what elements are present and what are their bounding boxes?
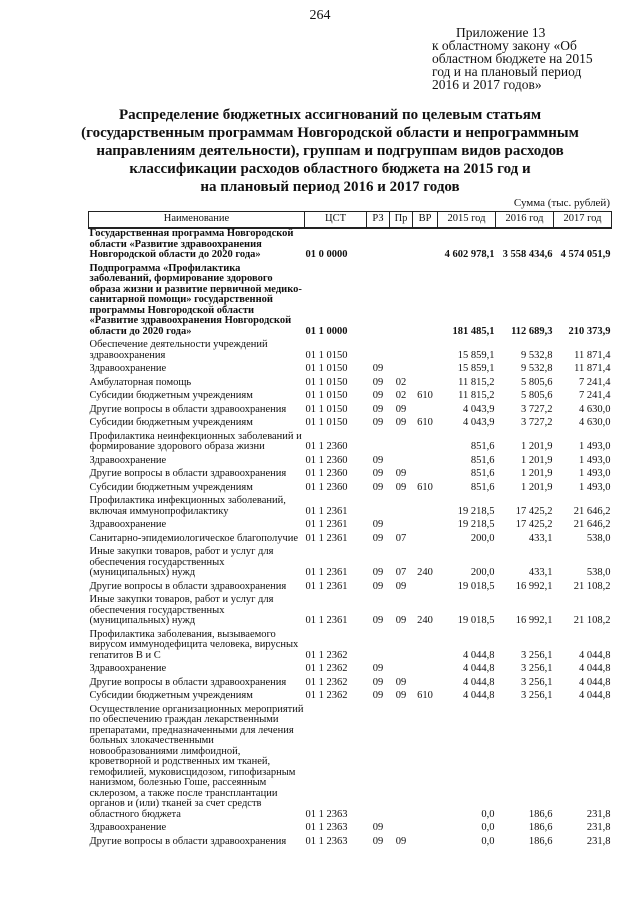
cell-pr [390,264,413,341]
cell-cst: 01 1 2360 [305,468,348,479]
cell-2015: 200,0 [470,567,495,578]
header-2016: 2016 год [496,212,554,229]
table-row [89,630,612,665]
cell-2016: 3 727,2 [521,403,553,415]
cell-rz [367,432,390,456]
cell-2017: 21 108,2 [573,580,611,592]
cell-pr: 09 [395,481,407,493]
cell-2015: 4 044,8 [463,649,495,661]
cell-2015: 11 815,2 [458,390,495,401]
cell-cst: 01 1 0150 [305,363,348,374]
cell-pr: 09 [395,417,407,428]
cell-2017: 231,8 [586,822,611,833]
cell-vr [413,432,438,456]
table-row [89,595,612,630]
cell-vr [413,837,438,851]
table-body [89,228,612,850]
cell-rz: 09 [372,580,384,592]
cell-name: Другие вопросы в области здравоохранения [89,468,287,479]
cell-rz: 09 [372,390,384,401]
cell-vr [413,630,438,665]
cell-name: Субсидии бюджетным учреждениям [89,690,253,701]
cell-2017: 7 241,4 [579,376,611,388]
cell-name: Здравоохранение [89,519,167,530]
header-vr: ВР [413,212,438,229]
table-row [89,483,612,497]
cell-2017: 231,8 [586,835,611,847]
cell-2016: 17 425,2 [515,519,553,530]
cell-rz: 09 [372,403,384,415]
cell-cst: 01 1 0150 [305,417,348,428]
table-row [89,364,612,378]
cell-name: Другие вопросы в области здравоохранения [89,403,287,415]
cell-2017: 21 646,2 [573,505,611,517]
title-line-2: (государственным программам Новгородской области и непрограммным [81,125,579,141]
cell-cst: 01 1 2362 [305,676,348,688]
cell-vr [413,823,438,837]
cell-vr [413,340,438,364]
table-row [89,678,612,692]
cell-2016: 186,6 [528,808,553,820]
cell-pr [390,432,413,456]
cell-2015: 0,0 [481,822,495,833]
appendix-header [432,26,610,91]
cell-2015: 851,6 [470,481,495,493]
cell-2015: 4 043,9 [463,417,495,428]
cell-rz: 09 [372,676,384,688]
cell-2016: 1 201,9 [521,468,553,479]
cell-pr: 09 [395,580,407,592]
cell-cst: 01 1 2360 [305,481,348,493]
table-row [89,418,612,432]
table-row [89,705,612,824]
header-pr: Пр [390,212,413,229]
cell-2017: 1 493,0 [579,454,611,466]
title-line-1: Распределение бюджетных ассигнований по целевым статьям [118,107,542,123]
cell-cst: 01 1 2361 [305,580,348,592]
cell-2016: 186,6 [528,822,553,833]
table-row [89,264,612,341]
cell-2017: 4 044,8 [579,649,611,661]
cell-2016: 1 201,9 [521,441,553,452]
document-title [70,106,590,196]
cell-cst: 01 1 2362 [305,690,348,701]
cell-pr: 09 [395,403,407,415]
cell-2016: 3 256,1 [521,690,553,701]
appendix-line-1: Приложение 13 [456,25,546,40]
cell-vr: 240 [417,615,433,626]
table-row [89,228,612,264]
cell-2015: 181 485,1 [452,325,495,337]
title-line-3: направлениям деятельности), группам и подгруппам видов расходов [96,143,564,159]
cell-rz [367,496,390,520]
cell-2017: 1 493,0 [579,441,611,452]
cell-2016: 16 992,1 [515,615,553,626]
cell-2017: 4 044,8 [579,690,611,701]
cell-cst: 01 1 2363 [305,808,348,820]
cell-name: Обеспечение деятельности учреждений здравоохранения [89,339,268,361]
cell-2016: 1 201,9 [521,481,553,493]
cell-pr [390,520,413,534]
cell-2016: 186,6 [528,835,553,847]
cell-pr [390,823,413,837]
table-row [89,823,612,837]
cell-2016: 17 425,2 [515,505,553,517]
cell-cst: 01 1 0150 [305,376,348,388]
cell-name: Здравоохранение [89,363,167,374]
cell-rz [367,705,390,824]
cell-cst: 01 1 2360 [305,454,348,466]
cell-2015: 0,0 [481,808,495,820]
cell-rz: 09 [372,532,384,544]
cell-rz [367,340,390,364]
cell-2017: 11 871,4 [574,363,611,374]
cell-vr [413,678,438,692]
header-2017: 2017 год [554,212,612,229]
cell-vr [413,405,438,419]
cell-2015: 4 602 978,1 [444,249,495,260]
cell-rz: 09 [372,363,384,374]
header-2015: 2015 год [438,212,496,229]
table-header-row [89,212,612,229]
cell-cst: 01 1 2360 [305,441,348,452]
cell-cst: 01 1 2361 [305,519,348,530]
cell-rz: 09 [372,417,384,428]
cell-name: Здравоохранение [89,822,167,833]
cell-vr: 240 [417,567,433,578]
cell-pr: 07 [395,567,407,578]
header-cst: ЦСТ [305,212,367,229]
header-name: Наименование [89,212,305,229]
cell-vr [413,456,438,470]
cell-cst: 01 1 2362 [305,649,348,661]
table-row [89,547,612,582]
cell-rz [367,630,390,665]
cell-2016: 5 805,6 [521,390,553,401]
cell-rz: 09 [372,481,384,493]
cell-rz: 09 [372,468,384,479]
cell-2017: 231,8 [586,808,611,820]
appendix-line-4: год и на плановый период [432,64,582,79]
cell-vr [413,228,438,264]
cell-name: Государственная программа Новгородской области «Развитие здравоохранения Новгородской области до 2020 года» [89,228,294,260]
table-row [89,340,612,364]
cell-vr: 610 [417,690,433,701]
cell-2017: 11 871,4 [574,349,611,361]
cell-pr: 02 [395,390,407,401]
cell-2016: 5 805,6 [521,376,553,388]
cell-vr [413,264,438,341]
cell-cst: 01 1 2363 [305,835,348,847]
table-row [89,496,612,520]
cell-2017: 21 646,2 [573,519,611,530]
cell-pr [390,630,413,665]
table-row [89,405,612,419]
cell-2017: 7 241,4 [579,390,611,401]
cell-2017: 4 630,0 [579,417,611,428]
cell-2015: 851,6 [470,454,495,466]
table-row [89,837,612,851]
cell-cst: 01 1 2361 [305,532,348,544]
title-line-5: на плановый период 2016 и 2017 годов [200,179,460,195]
cell-pr: 09 [395,835,407,847]
cell-name: Здравоохранение [89,663,167,674]
table-row [89,691,612,705]
cell-2016: 3 727,2 [521,417,553,428]
cell-2016: 16 992,1 [515,580,553,592]
cell-2016: 433,1 [528,532,553,544]
page-number: 264 [309,8,331,23]
cell-2015: 4 044,8 [463,676,495,688]
cell-name: Санитарно-эпидемиологическое благополучие [89,532,299,544]
cell-2017: 4 044,8 [579,676,611,688]
cell-pr [390,364,413,378]
cell-pr: 09 [395,615,407,626]
cell-rz [367,264,390,341]
units-label: Сумма (тыс. рублей) [513,197,610,209]
cell-name: Профилактика заболевания, вызываемого вирусом иммунодефицита человека, вирусных гепатитов В и С [89,628,299,661]
cell-2017: 21 108,2 [573,615,611,626]
cell-pr: 09 [395,690,407,701]
cell-2015: 0,0 [481,835,495,847]
cell-2017: 538,0 [586,532,611,544]
cell-rz: 09 [372,454,384,466]
cell-2015: 851,6 [470,441,495,452]
cell-2017: 1 493,0 [579,468,611,479]
cell-pr [390,664,413,678]
cell-2015: 851,6 [470,468,495,479]
cell-vr [413,520,438,534]
cell-cst: 01 1 0150 [305,403,348,415]
cell-cst: 01 1 2363 [305,822,348,833]
cell-2016: 3 558 434,6 [502,249,553,260]
cell-2015: 15 859,1 [457,349,495,361]
cell-rz: 09 [372,822,384,833]
cell-2017: 4 574 051,9 [560,249,611,260]
cell-pr: 07 [395,532,407,544]
header-rz: РЗ [367,212,390,229]
cell-vr [413,364,438,378]
appendix-line-5: 2016 и 2017 годов» [432,77,542,92]
cell-2017: 538,0 [586,567,611,578]
cell-2015: 4 044,8 [463,690,495,701]
cell-2015: 19 218,5 [457,519,495,530]
cell-2016: 1 201,9 [521,454,553,466]
table-row [89,378,612,392]
cell-2016: 433,1 [528,567,553,578]
cell-cst: 01 1 0150 [305,349,348,361]
cell-name: Иные закупки товаров, работ и услуг для обеспечения государственных (муниципальных) нужд [89,546,274,578]
cell-name: Осуществление организационных мероприятий по обеспечению граждан лекарственными препаратами, предназначенными для лечения больных злокачественными новообразованиями лимфоидной, кроветворной и родственных им тканей, гемофилией, муковисцидозом, гипофизарным нанизмом, болезнью Гоше, рассеянным склерозом, а также после трансплантации органов и (или) тканей за счет средств областного бюджета [89,703,304,820]
cell-name: Амбулаторная помощь [89,376,192,388]
cell-rz: 09 [372,376,384,388]
cell-2016: 3 256,1 [521,649,553,661]
table-row [89,520,612,534]
cell-2016: 3 256,1 [521,663,553,674]
appendix-body [432,39,610,91]
cell-pr: 09 [395,676,407,688]
cell-name: Профилактика инфекционных заболеваний, включая иммунопрофилактику [89,495,286,517]
cell-2015: 15 859,1 [457,363,495,374]
cell-cst: 01 1 2361 [305,505,348,517]
cell-vr [413,534,438,548]
cell-2017: 1 493,0 [579,481,611,493]
table-row [89,469,612,483]
cell-rz: 09 [372,835,384,847]
cell-2017: 4 044,8 [579,663,611,674]
cell-2016: 9 532,8 [521,363,553,374]
cell-vr: 610 [417,417,433,428]
cell-vr [413,469,438,483]
cell-vr [413,378,438,392]
cell-pr: 02 [395,376,407,388]
cell-vr: 610 [417,390,433,401]
cell-vr [413,664,438,678]
cell-2017: 4 630,0 [579,403,611,415]
cell-pr: 09 [395,468,407,479]
cell-vr [413,496,438,520]
cell-2015: 4 044,8 [463,663,495,674]
appendix-line-2: к областному закону «Об [432,38,577,53]
appendix-line-3: областном бюджете на 2015 [432,51,593,66]
cell-2015: 200,0 [470,532,495,544]
table-row [89,534,612,548]
cell-2015: 19 018,5 [457,615,495,626]
cell-name: Субсидии бюджетным учреждениям [89,390,253,401]
cell-vr [413,705,438,824]
cell-rz: 09 [372,567,384,578]
cell-cst: 01 0 0000 [305,249,348,260]
table-row [89,391,612,405]
budget-table [88,211,612,850]
cell-pr [390,705,413,824]
cell-vr: 610 [417,481,433,493]
cell-cst: 01 1 0150 [305,390,348,401]
cell-pr [390,456,413,470]
cell-cst: 01 1 2362 [305,663,348,674]
cell-name: Другие вопросы в области здравоохранения [89,580,287,592]
cell-rz: 09 [372,519,384,530]
cell-rz [367,228,390,264]
cell-rz: 09 [372,615,384,626]
cell-vr [413,582,438,596]
cell-name: Иные закупки товаров, работ и услуг для обеспечения государственных (муниципальных) нужд [89,594,274,626]
cell-rz: 09 [372,690,384,701]
cell-cst: 01 1 2361 [305,567,348,578]
cell-pr [390,340,413,364]
cell-name: Другие вопросы в области здравоохранения [89,835,287,847]
table-row [89,432,612,456]
cell-2016: 9 532,8 [521,349,553,361]
cell-name: Субсидии бюджетным учреждениям [89,417,253,428]
title-line-4: классификации расходов областного бюджета на 2015 год и [129,161,531,177]
table-row [89,456,612,470]
cell-2015: 19 018,5 [457,580,495,592]
cell-name: Здравоохранение [89,454,167,466]
cell-2015: 11 815,2 [458,376,495,388]
cell-cst: 01 1 0000 [305,325,348,337]
cell-name: Субсидии бюджетным учреждениям [89,481,253,493]
cell-name: Другие вопросы в области здравоохранения [89,676,287,688]
cell-2015: 19 218,5 [457,505,495,517]
cell-2016: 112 689,3 [511,325,553,337]
cell-name: Профилактика неинфекционных заболеваний и формирование здорового образа жизни [89,430,302,452]
cell-2017: 210 373,9 [568,325,611,337]
cell-pr [390,228,413,264]
cell-2015: 4 043,9 [463,403,495,415]
cell-pr [390,496,413,520]
cell-cst: 01 1 2361 [305,615,348,626]
cell-2016: 3 256,1 [521,676,553,688]
cell-name: Подпрограмма «Профилактика заболеваний, формирование здорового образа жизни и развитие первичной медико-санитарной помощи» государственной программы Новгородской области «Развитие здравоохранения Новгородской области до 2020 года» [89,262,302,337]
table-row [89,664,612,678]
table-row [89,582,612,596]
cell-rz: 09 [372,663,384,674]
